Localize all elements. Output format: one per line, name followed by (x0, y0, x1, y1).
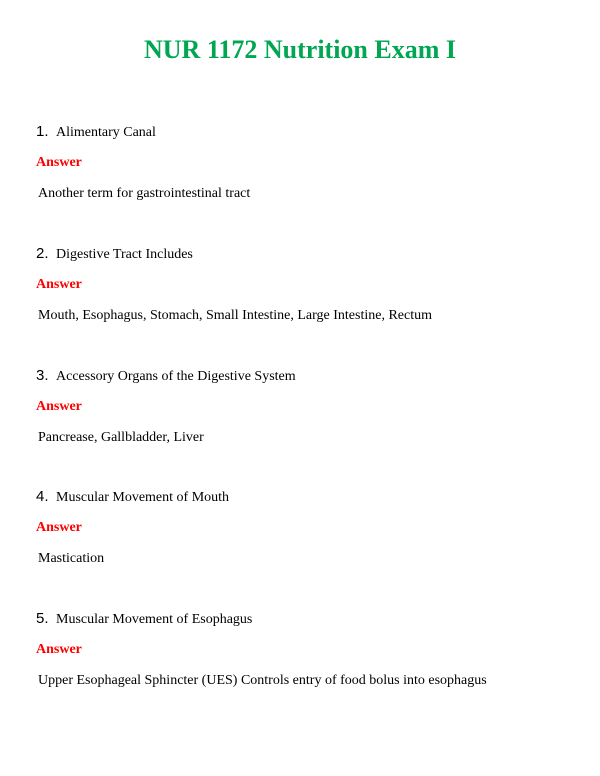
question-text: Digestive Tract Includes (56, 247, 193, 262)
question-text: Alimentary Canal (56, 125, 156, 140)
qa-item-5 (0, 609, 600, 719)
question-number: 5. (36, 610, 49, 627)
question-number: 3. (36, 367, 49, 384)
qa-item-3 (0, 366, 600, 476)
answer-text: Another term for gastrointestinal tract (38, 186, 251, 201)
question (36, 609, 252, 629)
question-text: Muscular Movement of Mouth (56, 490, 230, 505)
question-number: 2. (36, 245, 49, 262)
answer-text: Mastication (38, 551, 105, 566)
question (36, 366, 296, 386)
document-title: NUR 1172 Nutrition Exam I (143, 35, 456, 64)
question (36, 244, 193, 264)
answer-text: Pancrease, Gallbladder, Liver (38, 430, 204, 445)
question-text: Muscular Movement of Esophagus (56, 612, 253, 627)
answer-text: Mouth, Esophagus, Stomach, Small Intestine, Large Intestine, Rectum (38, 308, 433, 323)
qa-item-2 (0, 244, 600, 354)
question-number: 4. (36, 488, 49, 505)
answer-label: Answer (36, 520, 82, 535)
question-text: Accessory Organs of the Digestive System (56, 369, 296, 384)
answer-label: Answer (36, 155, 82, 170)
qa-item-4 (0, 487, 600, 597)
qa-item-1 (0, 122, 600, 232)
question (36, 487, 229, 507)
answer-label: Answer (36, 642, 82, 657)
question-number: 1. (36, 123, 49, 140)
answer-label: Answer (36, 277, 82, 292)
answer-label: Answer (36, 399, 82, 414)
question (36, 122, 156, 142)
answer-text: Upper Esophageal Sphincter (UES) Controls entry of food bolus into esophagus (38, 673, 487, 688)
